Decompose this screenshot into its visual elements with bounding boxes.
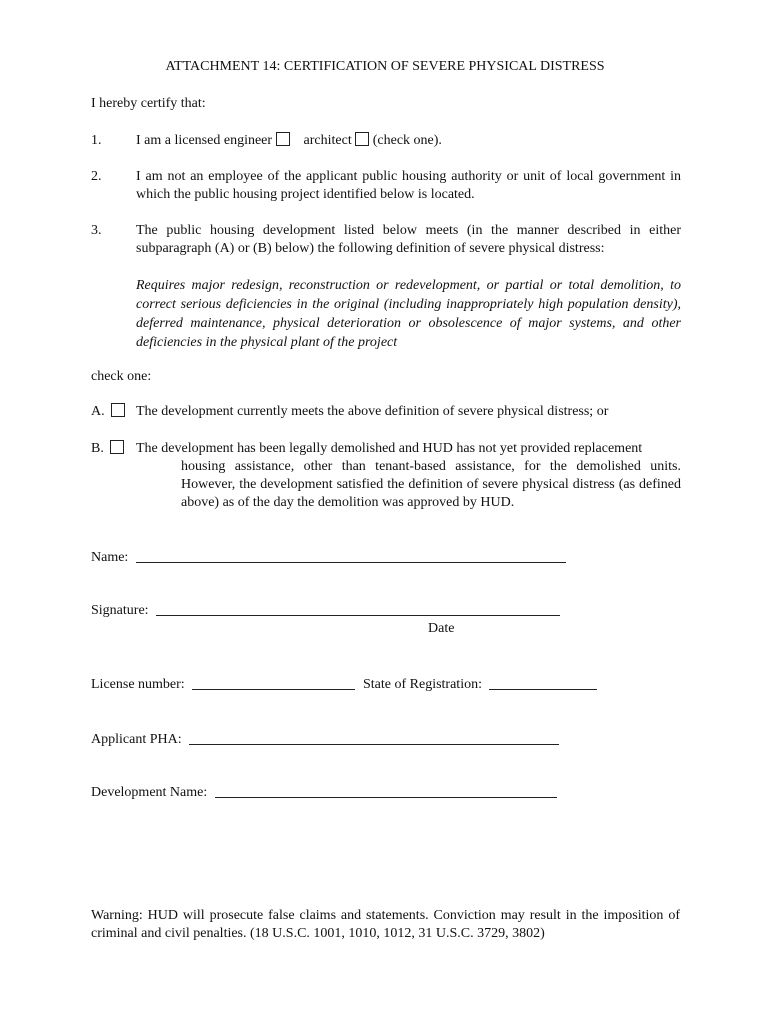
option-a-checkbox[interactable]: [111, 403, 125, 417]
option-a-letter: [91, 403, 125, 421]
name-line[interactable]: [136, 548, 566, 563]
option-b-letter-text: B.: [91, 441, 104, 456]
state-line[interactable]: [489, 675, 597, 690]
date-label: Date: [428, 621, 455, 636]
item-2-number: 2.: [91, 169, 102, 184]
state-label: State of Registration:: [363, 677, 482, 692]
signature-line[interactable]: [156, 601, 560, 616]
item-1-number: 1.: [91, 133, 102, 148]
item-3-number: 3.: [91, 223, 102, 238]
item-1-line: [136, 132, 442, 150]
item-3-text: The public housing development listed below meets (in the manner described in either subparagraph (A) or (B) below) the following definition of severe physical distress:: [136, 223, 681, 256]
development-label: Development Name:: [91, 785, 208, 800]
signature-field: [91, 601, 560, 620]
pha-field: [91, 730, 559, 749]
development-field: [91, 783, 557, 802]
name-label: Name:: [91, 550, 129, 565]
engineer-checkbox[interactable]: [276, 132, 290, 146]
option-b-letter: [91, 440, 124, 458]
check-one-note: (check one).: [372, 133, 442, 148]
license-label: License number:: [91, 677, 185, 692]
licensed-engineer-label: I am a licensed engineer: [136, 133, 273, 148]
option-b-line1: The development has been legally demolished and HUD has not yet provided replacement: [136, 441, 643, 456]
license-field: [91, 675, 355, 694]
intro-text: I hereby certify that:: [91, 96, 206, 111]
option-a-letter-text: A.: [91, 404, 105, 419]
state-field: [363, 675, 597, 694]
distress-definition: Requires major redesign, reconstruction or redevelopment, or partial or total demolition, to correct serious deficiencies in the original (including inappropriately high population density), deferred maintenance, physical deterioration or obsolescence of major systems, and other deficiencies in the physical plant of the project: [136, 278, 681, 350]
option-b-text: housing assistance, other than tenant-based assistance, for the demolished units. However, the development satisfied the definition of severe physical distress (as defined above) as of the day the demolition was approved by HUD.: [181, 459, 681, 510]
license-line[interactable]: [192, 675, 355, 690]
architect-checkbox[interactable]: [355, 132, 369, 146]
name-field: [91, 548, 566, 567]
pha-label: Applicant PHA:: [91, 732, 182, 747]
pha-line[interactable]: [189, 730, 559, 745]
page-title: ATTACHMENT 14: CERTIFICATION OF SEVERE PHYSICAL DISTRESS: [165, 59, 605, 74]
check-one-label: check one:: [91, 369, 152, 384]
warning-text: Warning: HUD will prosecute false claims and statements. Conviction may result in the imposition of criminal and civil penalties. (18 U.S.C. 1001, 1010, 1012, 31 U.S.C. 3729, 3802): [91, 908, 680, 941]
item-2-text: I am not an employee of the applicant public housing authority or unit of local government in which the public housing project identified below is located.: [136, 169, 681, 202]
option-b-checkbox[interactable]: [110, 440, 124, 454]
development-line[interactable]: [215, 783, 557, 798]
option-a-text: The development currently meets the above definition of severe physical distress; or: [136, 404, 609, 419]
signature-label: Signature:: [91, 603, 149, 618]
architect-label: architect: [303, 133, 352, 148]
